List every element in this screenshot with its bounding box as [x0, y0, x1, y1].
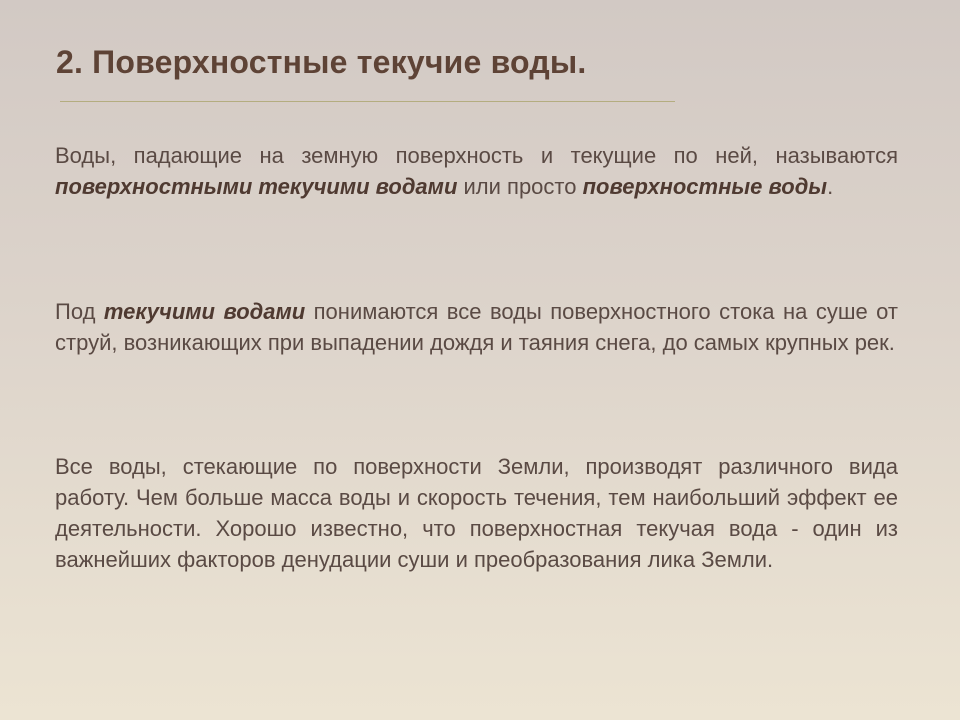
title-underline — [60, 101, 675, 102]
paragraph-text: понимаются все воды поверхностного стока на суше от струй, возникающих при выпадении дождя и таяния снега, до самых крупных рек. — [55, 299, 898, 355]
paragraph-text: Под — [55, 299, 104, 324]
paragraph-text: Все воды, стекающие по поверхности Земли, производят различного вида работу. Чем больше масса воды и скорость течения, тем наибольший эффект ее деятельности. Хорошо известно, что поверхностная текучая вода - один из важнейших факторов денудации суши и преобразования лика Земли. — [55, 454, 898, 572]
paragraph-text: Воды, падающие на земную поверхность и текущие по ней, называются — [55, 143, 898, 168]
paragraph-flowing-waters — [55, 296, 898, 358]
paragraph-definition — [55, 140, 898, 202]
paragraph-work-of-waters — [55, 451, 898, 575]
emphasis-term: текучими водами — [103, 299, 306, 324]
emphasis-term: поверхностными текучими водами — [55, 174, 458, 199]
paragraph-text: или просто — [457, 174, 583, 199]
slide-title: 2. Поверхностные текучие воды. — [56, 44, 587, 80]
emphasis-term: поверхностные воды — [582, 174, 828, 199]
paragraph-text: . — [827, 174, 834, 199]
